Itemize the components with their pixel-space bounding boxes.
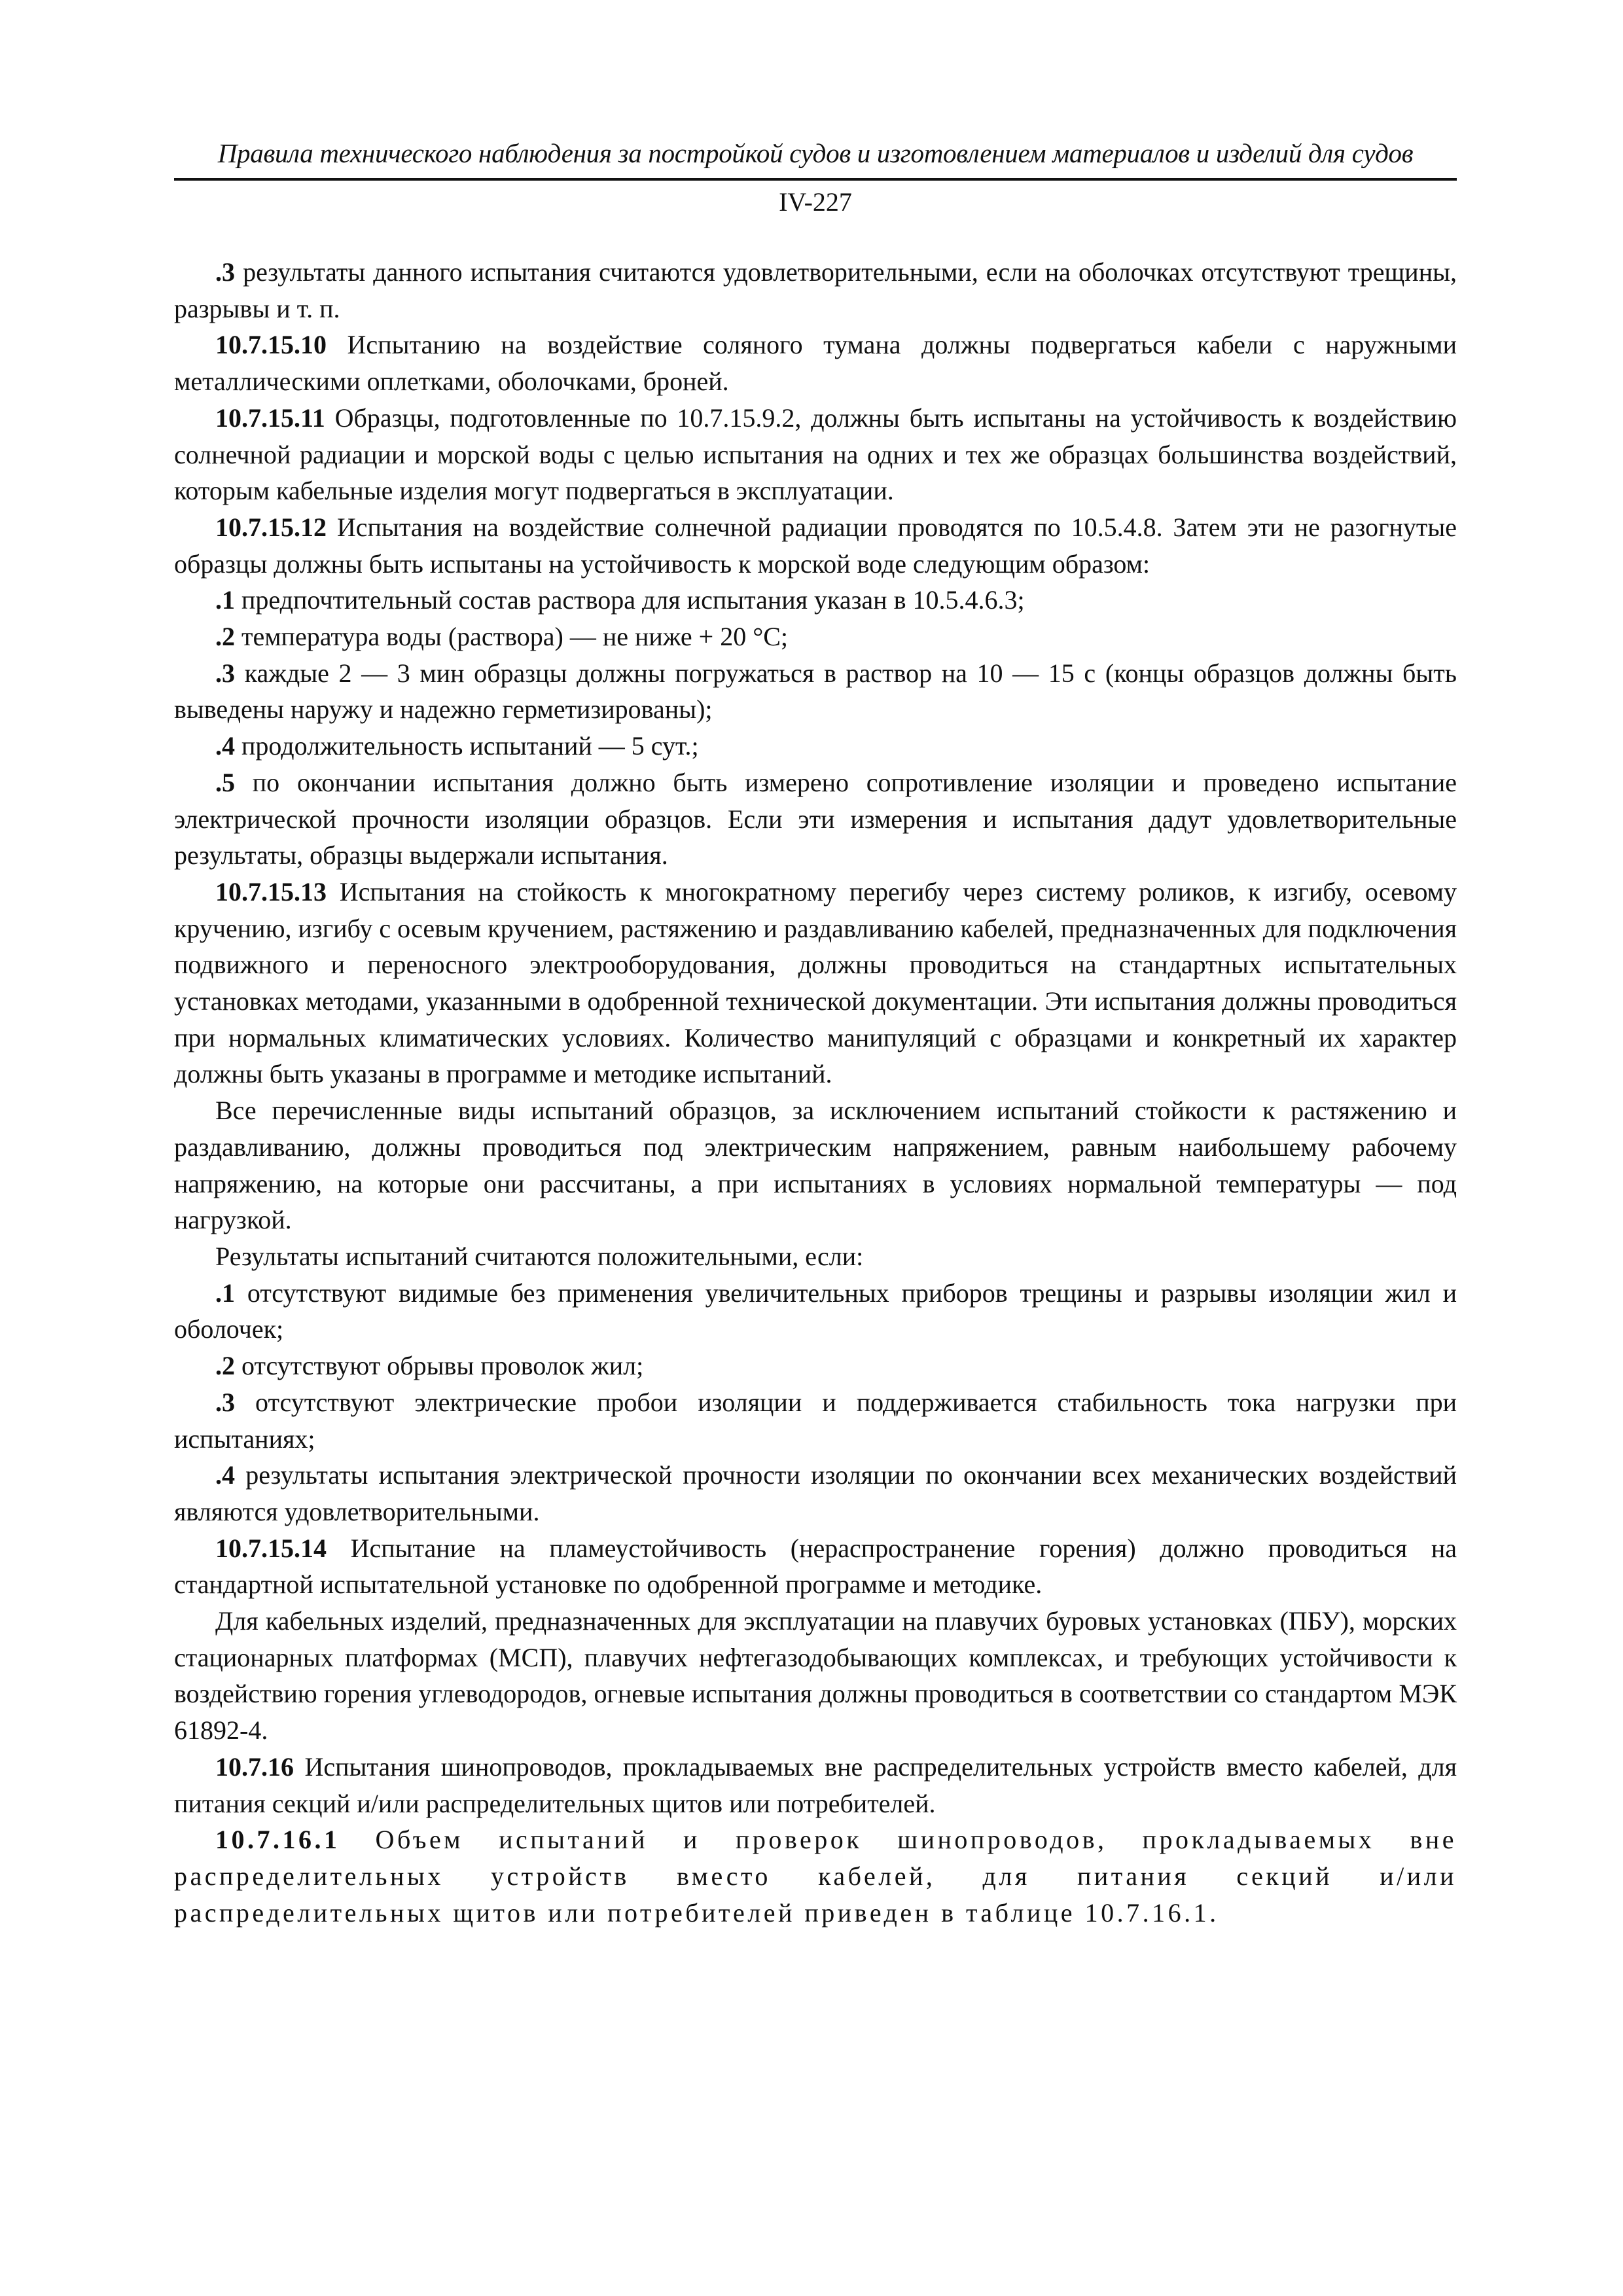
paragraph-text: Испытания шинопроводов, прокладываемых вне распределительных устройств вместо кабелей, для питания секций и/или распределительных щитов или потребителей. — [174, 1751, 1457, 1818]
paragraph — [174, 1749, 1457, 1821]
paragraph-text: Испытанию на воздействие соляного тумана должны подвергаться кабели с наружными металлическими оплетками, оболочками, броней. — [174, 330, 1457, 397]
paragraph-text: отсутствуют электрические пробои изоляции и поддерживается стабильность тока нагрузки при испытаниях; — [174, 1387, 1457, 1454]
paragraph — [174, 1821, 1457, 1931]
section-number: 10.7.15.10 — [215, 330, 327, 360]
item-number: .2 — [215, 1351, 235, 1381]
list-item — [174, 764, 1457, 874]
item-number: .1 — [215, 1278, 235, 1308]
paragraph-text: продолжительность испытаний — 5 сут.; — [235, 731, 699, 761]
list-item — [174, 1275, 1457, 1348]
paragraph — [174, 1092, 1457, 1238]
item-number: .3 — [215, 257, 235, 287]
section-number: 10.7.15.13 — [215, 876, 327, 906]
running-header: Правила технического наблюдения за постройкой судов и изготовлением материалов и изделий для судов — [217, 138, 1414, 168]
item-number: .4 — [215, 731, 235, 761]
list-item — [174, 728, 1457, 764]
paragraph — [174, 1530, 1457, 1603]
section-number: 10.7.16 — [215, 1751, 294, 1782]
header-rule — [174, 178, 1457, 181]
paragraph — [174, 1603, 1457, 1749]
item-number: .3 — [215, 658, 235, 688]
item-number: .2 — [215, 622, 235, 652]
paragraph — [174, 327, 1457, 399]
paragraph-text: по окончании испытания должно быть измерено сопротивление изоляции и проведено испытание электрической прочности изоляции образцов. Если эти измерения и испытания дадут удовлетворительные результаты, образцы выдержали испытания. — [174, 767, 1457, 870]
list-item — [174, 1348, 1457, 1384]
paragraph — [174, 509, 1457, 582]
list-item — [174, 655, 1457, 728]
paragraph-text: температура воды (раствора) — не ниже + 20 °С; — [235, 622, 788, 652]
paragraph-text: Образцы, подготовленные по 10.7.15.9.2, должны быть испытаны на устойчивость к воздействию солнечной радиации и морской воды с целью испытания на одних и тех же образцах большинства воздействий, которым кабельные изделия могут подвергаться в эксплуатации. — [174, 403, 1457, 506]
body-text — [174, 254, 1457, 1931]
paragraph-text: Объем испытаний и проверок шинопроводов, прокладываемых вне распределительных устройств вместо кабелей, для питания секций и/или распределительных щитов или потребителей приведен в таблице 10.7.16.1. — [174, 1825, 1457, 1928]
list-item — [174, 582, 1457, 619]
paragraph-text: Испытание на пламеустойчивость (нераспространение горения) должно проводиться на стандартной испытательной установке по одобренной программе и методике. — [174, 1533, 1457, 1600]
paragraph-text: Испытания на воздействие солнечной радиации проводятся по 10.5.4.8. Затем эти не разогнутые образцы должны быть испытаны на устойчивость к морской воде следующим образом: — [174, 512, 1457, 579]
item-number: .1 — [215, 585, 235, 615]
section-number: 10.7.15.14 — [215, 1533, 327, 1563]
paragraph — [174, 400, 1457, 509]
paragraph-text: результаты испытания электрической прочности изоляции по окончании всех механических воздействий являются удовлетворительными. — [174, 1460, 1457, 1526]
item-number: .3 — [215, 1387, 235, 1417]
paragraph — [174, 1238, 1457, 1275]
paragraph — [174, 874, 1457, 1092]
paragraph-text: Испытания на стойкость к многократному перегибу через систему роликов, к изгибу, осевому кручению, изгибу с осевым кручением, растяжению и раздавливанию кабелей, предназначенных для подключения подвижного и переносного электрооборудования, должны проводиться на стандартных испытательных установках методами, указанными в одобренной технической документации. Эти испытания должны проводиться при нормальных климатических условиях. Количество манипуляций с образцами и конкретный их характер должны быть указаны в программе и методике испытаний. — [174, 876, 1457, 1089]
paragraph-text: Все перечисленные виды испытаний образцов, за исключением испытаний стойкости к растяжению и раздавливанию, должны проводиться под электрическим напряжением, равным наибольшему рабочему напряжению, на которые они рассчитаны, а при испытаниях в условиях нормальной температуры — под нагрузкой. — [174, 1096, 1457, 1235]
paragraph-text: Для кабельных изделий, предназначенных для эксплуатации на плавучих буровых установках (ПБУ), морских стационарных платформах (МСП), плавучих нефтегазодобывающих комплексах, и требующих устойчивости к воздействию горения углеводородов, огневые испытания должны проводиться в соответствии со стандартом МЭК 61892-4. — [174, 1606, 1457, 1746]
list-item — [174, 619, 1457, 655]
paragraph — [174, 254, 1457, 327]
paragraph-text: Результаты испытаний считаются положительными, если: — [215, 1241, 864, 1271]
paragraph-text: каждые 2 — 3 мин образцы должны погружаться в раствор на 10 — 15 с (концы образцов должны быть выведены наружу и надежно герметизированы); — [174, 658, 1457, 725]
paragraph-text: предпочтительный состав раствора для испытания указан в 10.5.4.6.3; — [235, 585, 1025, 615]
paragraph-text: отсутствуют видимые без применения увеличительных приборов трещины и разрывы изоляции жил и оболочек; — [174, 1278, 1457, 1344]
paragraph-text: результаты данного испытания считаются удовлетворительными, если на оболочках отсутствуют трещины, разрывы и т. п. — [174, 257, 1457, 323]
section-number: 10.7.15.12 — [215, 512, 327, 542]
page-number: IV-227 — [779, 187, 852, 217]
list-item — [174, 1457, 1457, 1530]
list-item — [174, 1384, 1457, 1457]
item-number: .4 — [215, 1460, 235, 1490]
section-number: 10.7.16.1 — [215, 1825, 340, 1855]
section-number: 10.7.15.11 — [215, 403, 325, 433]
paragraph-text: отсутствуют обрывы проволок жил; — [235, 1351, 644, 1381]
item-number: .5 — [215, 767, 235, 797]
